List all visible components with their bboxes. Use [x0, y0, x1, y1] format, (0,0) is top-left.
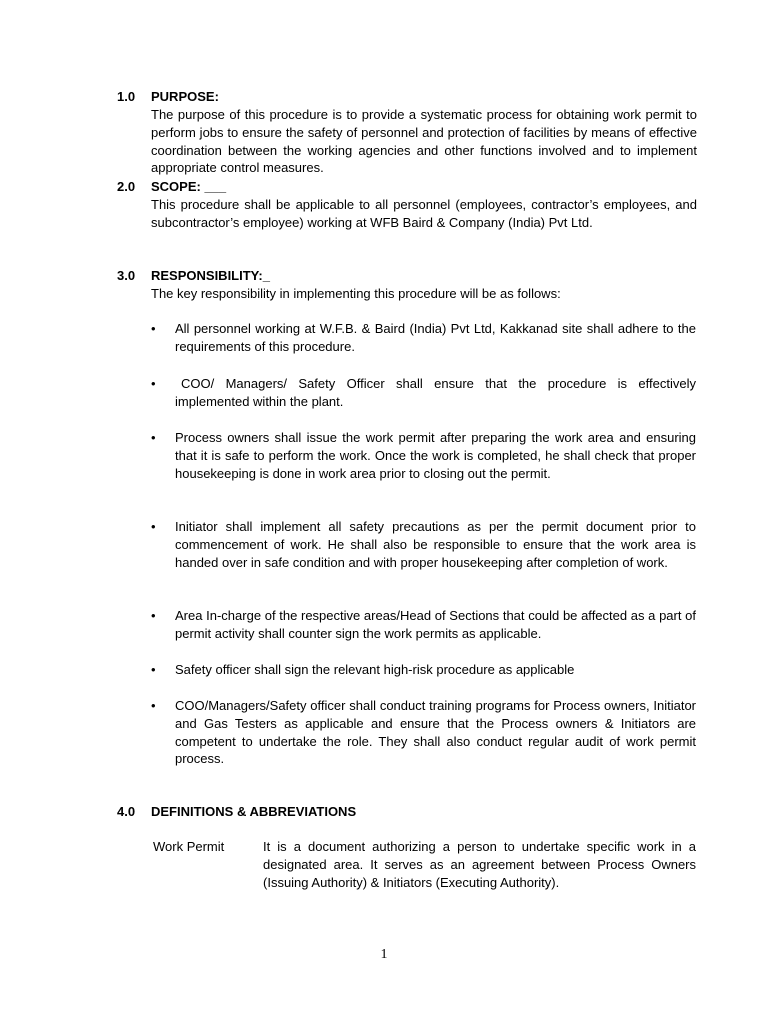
section-number: 2.0	[117, 179, 136, 194]
section-title: RESPONSIBILITY:_	[151, 268, 270, 283]
bullet-icon: •	[151, 376, 156, 391]
page-number: 1	[380, 947, 388, 962]
definition-term: Work Permit	[153, 839, 225, 854]
bullet-text: All personnel working at W.F.B. & Baird (India) Pvt Ltd, Kakkanad site shall adhere to the requirements of this procedure.	[175, 321, 696, 354]
bullet-icon: •	[151, 662, 156, 677]
definition-text: It is a document authorizing a person to undertake specific work in a designated area. It serves as an agreement between Process Owners (Issuing Authority) & Initiators (Executing Authority).	[263, 839, 696, 890]
section-body: The key responsibility in implementing this procedure will be as follows:	[151, 286, 561, 301]
section-title: DEFINITIONS & ABBREVIATIONS	[151, 804, 357, 819]
bullet-text: Process owners shall issue the work permit after preparing the work area and ensuring that it is safe to perform the work. Once the work is completed, he shall check that proper housekeeping is done in work area prior to closing out the permit.	[175, 430, 696, 481]
section-body: The purpose of this procedure is to provide a systematic process for obtaining work permit to perform jobs to ensure the safety of personnel and protection of facilities by means of effective coordination between the working agencies and other functions involved and to implement appropriate control measures.	[151, 107, 697, 176]
section-title: PURPOSE:	[151, 89, 219, 104]
section-body: This procedure shall be applicable to all personnel (employees, contractor’s employees, and subcontractor’s employee) working at WFB Baird & Company (India) Pvt Ltd.	[151, 197, 697, 230]
section-number: 4.0	[117, 804, 136, 819]
section-title: SCOPE: ___	[151, 179, 227, 194]
bullet-text: Initiator shall implement all safety precautions as per the permit document prior to commencement of work. He shall also be responsible to ensure that the work area is handed over in safe condition and with proper housekeeping after completion of work.	[175, 519, 696, 570]
bullet-text: Area In-charge of the respective areas/Head of Sections that could be affected as a part of permit activity shall counter sign the work permits as applicable.	[175, 608, 696, 641]
bullet-icon: •	[151, 519, 156, 534]
bullet-icon: •	[151, 608, 156, 623]
section-number: 3.0	[117, 268, 136, 283]
bullet-icon: •	[151, 430, 156, 445]
bullet-text: Safety officer shall sign the relevant high-risk procedure as applicable	[175, 662, 575, 677]
bullet-icon: •	[151, 698, 156, 713]
bullet-icon: •	[151, 321, 156, 336]
bullet-text: COO/Managers/Safety officer shall conduct training programs for Process owners, Initiator and Gas Testers as applicable and ensure that the Process owners & Initiators are competent to undertake the role. They shall also conduct regular audit of work permit process.	[175, 698, 696, 767]
section-number: 1.0	[117, 89, 136, 104]
bullet-text: COO/ Managers/ Safety Officer shall ensure that the procedure is effectively implemented within the plant.	[175, 376, 696, 409]
